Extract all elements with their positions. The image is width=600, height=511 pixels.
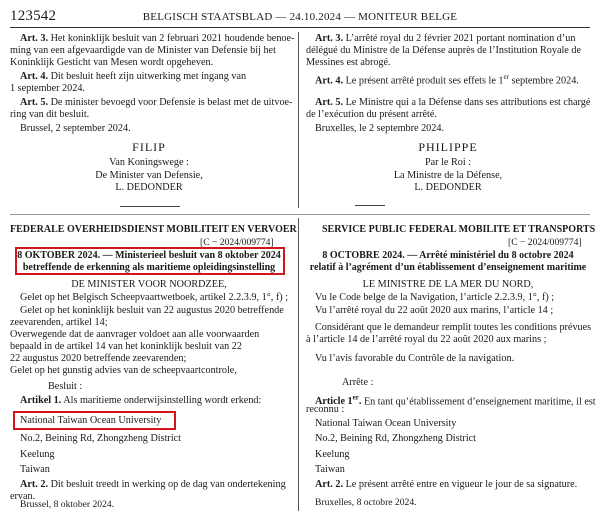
nl-by-king: Van Koningswege : — [109, 157, 189, 168]
nl-consideration-3: zeevarenden, artikel 14; — [10, 317, 108, 328]
header-rule — [10, 27, 590, 28]
fr-art2: Art. 2. Le présent arrêté entre en vigueur le jour de sa signature. — [315, 479, 578, 490]
fr-art3-line1: Art. 3. L’arrêté royal du 2 février 2021 portant nomination d’un — [315, 33, 576, 44]
nl-king-name: FILIP — [132, 140, 166, 154]
nl-minister-title: De Minister van Defensie, — [95, 170, 203, 181]
nl-address-country: Taiwan — [20, 464, 50, 475]
fr-issuer: LE MINISTRE DE LA MER DU NORD, — [362, 279, 534, 290]
fr-decree-title-line2: relatif à l’agrément d’un établissement d’enseignement maritime — [309, 262, 587, 273]
fr-consideration-1: Vu le Code belge de la Navigation, l’article 2.2.3.9, 1°, f) ; — [315, 292, 555, 303]
nl-art2-line1: Art. 2. Dit besluit treedt in werking op de dag van ondertekening — [20, 479, 286, 490]
fr-reference: [C − 2024/009774] — [508, 237, 582, 248]
fr-king-name: PHILIPPE — [418, 140, 478, 154]
fr-consideration-4: à l’article 14 de l’arrêté royal du 22 août 2020 aux marins ; — [306, 334, 547, 345]
nl-minister-name: L. DEDONDER — [115, 182, 183, 193]
nl-art3-line2: ming van een afgevaardigde van de Minister van Defensie bij het — [10, 45, 276, 56]
nl-art4-line1: Art. 4. Dit besluit heeft zijn uitwerking met ingang van — [20, 71, 247, 82]
fr-decree-title-line1: 8 OCTOBRE 2024. — Arrêté ministériel du 8 octobre 2024 — [322, 250, 574, 261]
nl-place-date-bottom: Brussel, 8 oktober 2024. — [20, 499, 115, 510]
journal-header: BELGISCH STAATSBLAD — 24.10.2024 — MONITEUR BELGE — [142, 11, 458, 23]
nl-issuer: DE MINISTER VOOR NOORDZEE, — [71, 279, 227, 290]
nl-institution-highlight — [13, 411, 176, 430]
nl-institution: National Taiwan Ocean University — [20, 415, 162, 426]
nl-consideration-6: 22 augustus 2020 betreffende zeevarenden; — [10, 353, 187, 364]
fr-art1-line1: Article 1er. En tant qu’établissement d’enseignement maritime, il est — [315, 394, 596, 408]
nl-art1: Artikel 1. Als maritieme onderwijsinstelling wordt erkend: — [20, 395, 262, 406]
fr-minister-title: La Ministre de la Défense, — [393, 170, 503, 181]
nl-department: FEDERALE OVERHEIDSDIENST MOBILITEIT EN VERVOER — [10, 224, 297, 235]
nl-art3-line1: Art. 3. Het koninklijk besluit van 2 februari 2021 houdende benoe- — [20, 33, 295, 44]
fr-art3-line3: Messines est abrogé. — [306, 57, 391, 68]
fr-art1-line2: reconnu : — [306, 404, 345, 415]
nl-reference: [C − 2024/009774] — [200, 237, 274, 248]
fr-institution: National Taiwan Ocean University — [315, 418, 457, 429]
fr-consideration-2: Vu l’arrêté royal du 22 août 2020 aux marins, l’article 14 ; — [315, 305, 554, 316]
page-number: 123542 — [10, 8, 57, 24]
column-divider-top — [298, 32, 299, 208]
nl-place-date-top: Brussel, 2 september 2024. — [20, 123, 131, 134]
fr-address-street: No.2, Beining Rd, Zhongzheng District — [315, 433, 477, 444]
nl-decree-title-line1: 8 OKTOBER 2024. — Ministerieel besluit van 8 oktober 2024 — [17, 250, 281, 261]
nl-consideration-1: Gelet op het Belgisch Scheepvaartwetboek, artikel 2.2.3.9, 1°, f) ; — [20, 292, 289, 303]
nl-address-city: Keelung — [20, 449, 55, 460]
nl-art3-line3: Koninklijk Gesticht van Mesen wordt opgeheven. — [10, 57, 214, 68]
nl-consideration-7: Gelet op het gunstig advies van de scheepvaartcontrole, — [10, 365, 237, 376]
fr-art3-line2: délégué du Ministre de la Défense auprès de l’Institution Royale de — [306, 45, 581, 56]
fr-art5-line2: de l’exécution du présent arrêté. — [306, 109, 437, 120]
fr-place-date-top: Bruxelles, le 2 septembre 2024. — [315, 123, 445, 134]
nl-consideration-2: Gelet op het koninklijk besluit van 22 augustus 2020 betreffende — [20, 305, 284, 316]
nl-address-street: No.2, Beining Rd, Zhongzheng District — [20, 433, 182, 444]
nl-decree-title-line2: betreffende de erkenning als maritieme opleidingsinstelling — [22, 262, 276, 273]
fr-art4: Art. 4. Le présent arrêté produit ses effets le 1er septembre 2024. — [315, 73, 579, 87]
separator-right — [355, 205, 385, 206]
separator-left — [120, 206, 180, 207]
fr-by-king: Par le Roi : — [424, 157, 472, 168]
nl-art4-line2: 1 september 2024. — [10, 83, 85, 94]
nl-decides: Besluit : — [48, 381, 83, 392]
fr-address-country: Taiwan — [315, 464, 345, 475]
fr-address-city: Keelung — [315, 449, 350, 460]
fr-department: SERVICE PUBLIC FEDERAL MOBILITE ET TRANSPORTS — [322, 224, 596, 235]
fr-consideration-3: Considérant que le demandeur remplit toutes les conditions prévues — [315, 322, 592, 333]
nl-consideration-4: Overwegende dat de aanvrager voldoet aan alle voorwaarden — [10, 329, 260, 340]
fr-consideration-5: Vu l’avis favorable du Contrôle de la navigation. — [315, 353, 515, 364]
column-divider-bottom — [298, 218, 299, 511]
nl-art5-line2: ring van dit besluit. — [10, 109, 90, 120]
fr-decides: Arrête : — [342, 377, 374, 388]
nl-consideration-5: bepaald in de artikel 14 van het koninklijk besluit van 22 — [10, 341, 242, 352]
fr-minister-name: L. DEDONDER — [414, 182, 482, 193]
nl-title-highlight — [15, 247, 285, 275]
section-rule — [10, 214, 590, 215]
nl-art5-line1: Art. 5. De minister bevoegd voor Defensie is belast met de uitvoe- — [20, 97, 293, 108]
nl-art2-line2: ervan. — [10, 491, 36, 502]
fr-place-date-bottom: Bruxelles, 8 octobre 2024. — [315, 497, 417, 508]
fr-art5-line1: Art. 5. Le Ministre qui a la Défense dans ses attributions est chargé — [315, 97, 591, 108]
